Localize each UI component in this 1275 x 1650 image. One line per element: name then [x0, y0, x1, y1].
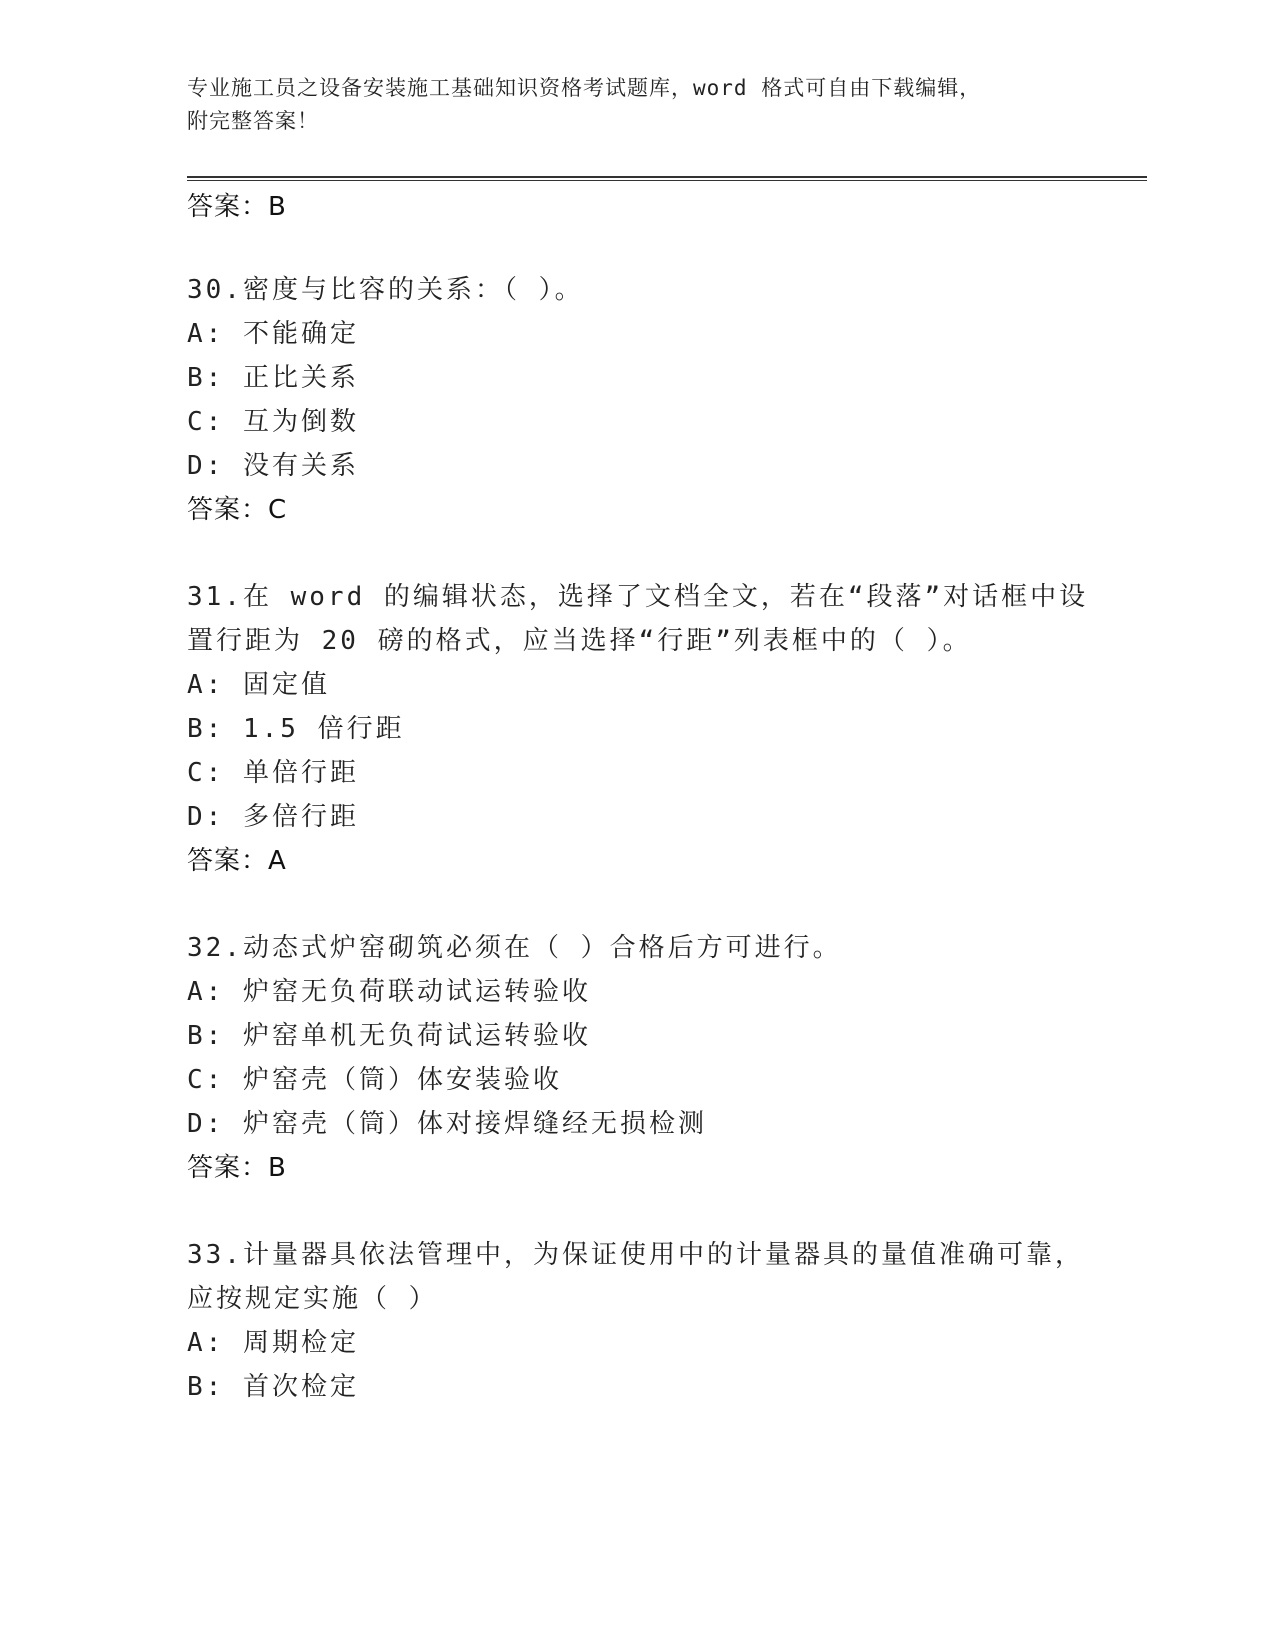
header-divider [187, 176, 1147, 181]
answer-29: 答案：B [187, 192, 287, 222]
answer-31: 答案：A [187, 846, 287, 876]
question-32-stem: 32.动态式炉窑砌筑必须在（ ）合格后方可进行。 [187, 933, 842, 963]
question-32-option-d: D: 炉窑壳（筒）体对接焊缝经无损检测 [187, 1109, 707, 1139]
question-31-stem-line-2: 置行距为 20 磅的格式，应当选择“行距”列表框中的（ ）。 [187, 626, 972, 656]
question-30-option-c: C: 互为倒数 [187, 407, 359, 437]
question-30-option-a: A: 不能确定 [187, 319, 359, 349]
question-32-option-a: A: 炉窑无负荷联动试运转验收 [187, 977, 591, 1007]
question-31-option-a: A: 固定值 [187, 670, 330, 700]
question-31-stem-line-1: 31.在 word 的编辑状态，选择了文档全文，若在“段落”对话框中设 [187, 582, 1089, 612]
question-31-option-b: B: 1.5 倍行距 [187, 714, 405, 744]
question-33-option-b: B: 首次检定 [187, 1372, 359, 1402]
document-header [187, 72, 1067, 138]
question-33-option-a: A: 周期检定 [187, 1328, 359, 1358]
question-33-stem-line-2: 应按规定实施（ ） [187, 1284, 438, 1314]
question-32-option-b: B: 炉窑单机无负荷试运转验收 [187, 1021, 591, 1051]
question-31-option-c: C: 单倍行距 [187, 758, 359, 788]
header-line-2: 附完整答案！ [187, 109, 319, 133]
question-31-option-d: D: 多倍行距 [187, 802, 359, 832]
answer-32: 答案：B [187, 1153, 287, 1183]
header-line-1: 专业施工员之设备安装施工基础知识资格考试题库，word 格式可自由下载编辑， [187, 76, 982, 100]
document-page [187, 0, 1147, 1650]
question-30-stem: 30.密度与比容的关系：（ ）。 [187, 275, 584, 305]
question-32-option-c: C: 炉窑壳（筒）体安装验收 [187, 1065, 562, 1095]
question-33-stem-line-1: 33.计量器具依法管理中，为保证使用中的计量器具的量值准确可靠， [187, 1240, 1084, 1270]
question-30-option-b: B: 正比关系 [187, 363, 359, 393]
question-30-option-d: D: 没有关系 [187, 451, 359, 481]
answer-30: 答案：C [187, 495, 288, 525]
